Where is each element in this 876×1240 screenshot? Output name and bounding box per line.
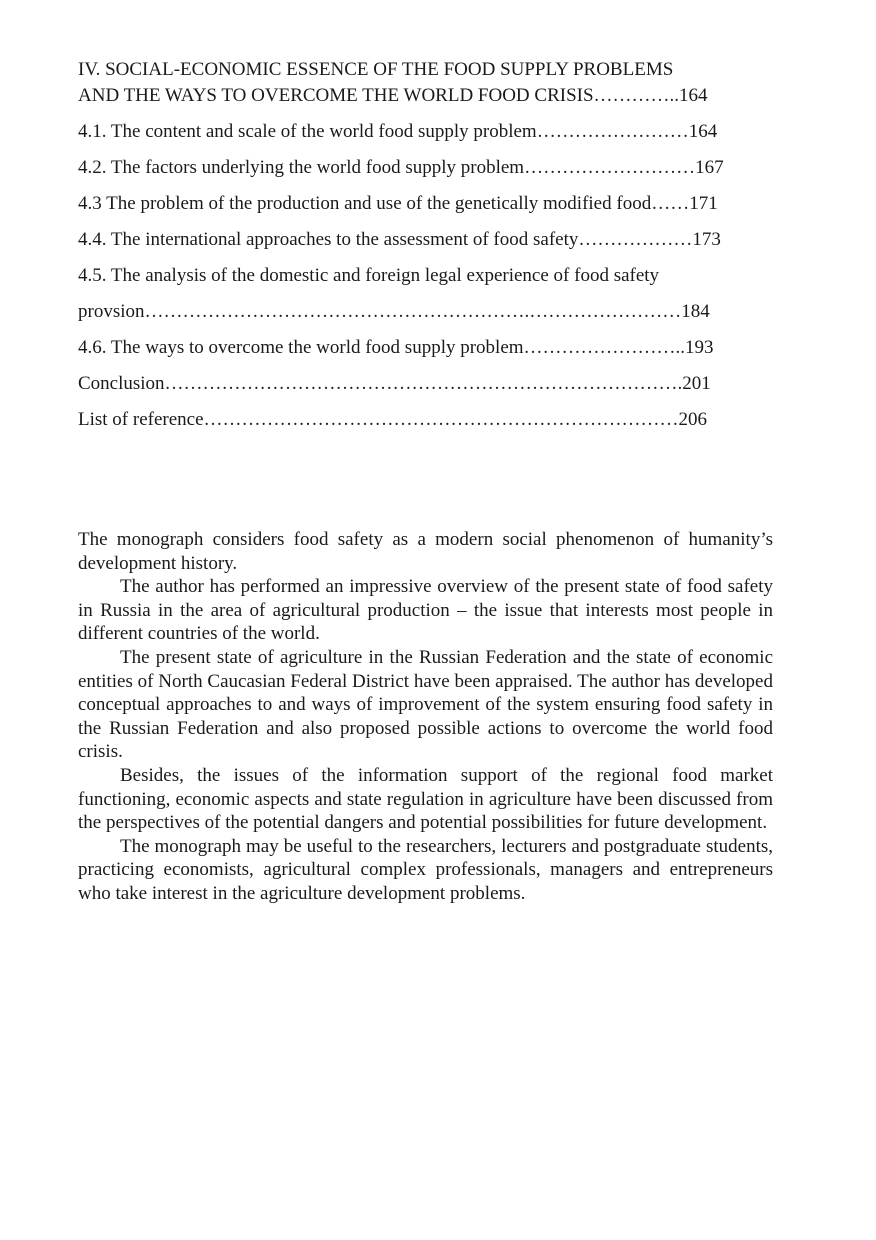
- toc-entry-4-5-continued: provsion…………………………………………………….……………………184: [78, 301, 710, 322]
- toc-entry-4-3: 4.3 The problem of the production and use of the genetically modified food……171: [78, 193, 718, 214]
- toc-chapter-heading-line-2: AND THE WAYS TO OVERCOME THE WORLD FOOD CRISIS…………..164: [78, 85, 708, 106]
- toc-chapter-heading-line-1: IV. SOCIAL-ECONOMIC ESSENCE OF THE FOOD SUPPLY PROBLEMS: [78, 59, 674, 80]
- toc-entry-4-6: 4.6. The ways to overcome the world food supply problem……………………..193: [78, 337, 714, 358]
- toc-entry-conclusion: Conclusion……………………………………………………………………….201: [78, 373, 711, 394]
- table-of-contents: [78, 57, 778, 433]
- abstract-paragraph: The present state of agriculture in the Russian Federation and the state of economic entities of North Caucasian Federal District have been appraised. The author has developed conceptual approaches to and ways of improvement of the system ensuring food safety in the Russian Federation and also proposed possible actions to overcome the world food crisis.: [78, 646, 773, 763]
- abstract-paragraph: The monograph may be useful to the researchers, lecturers and postgraduate students, practicing economists, agricultural complex professionals, managers and entrepreneurs who take interest in the agriculture development problems.: [78, 835, 773, 904]
- abstract-paragraph: Besides, the issues of the information support of the regional food market functioning, economic aspects and state regulation in agriculture have been discussed from the perspectives of the potential dangers and potential possibilities for future development.: [78, 764, 773, 834]
- toc-entry-4-2: 4.2. The factors underlying the world food supply problem………………………167: [78, 157, 724, 178]
- toc-entry-4-5: 4.5. The analysis of the domestic and foreign legal experience of food safety: [78, 265, 660, 286]
- toc-entry-4-4: 4.4. The international approaches to the assessment of food safety………………173: [78, 229, 721, 250]
- abstract-paragraph: The author has performed an impressive overview of the present state of food safety in Russia in the area of agricultural production – the issue that interests most people in different countries of the world.: [78, 576, 773, 645]
- abstract-paragraph: The monograph considers food safety as a modern social phenomenon of humanity’s development history.: [78, 529, 773, 574]
- toc-entry-list-of-reference: List of reference…………………………………………………………………206: [78, 409, 708, 430]
- abstract: [78, 528, 773, 906]
- toc-entry-4-1: 4.1. The content and scale of the world food supply problem……………………164: [78, 121, 718, 142]
